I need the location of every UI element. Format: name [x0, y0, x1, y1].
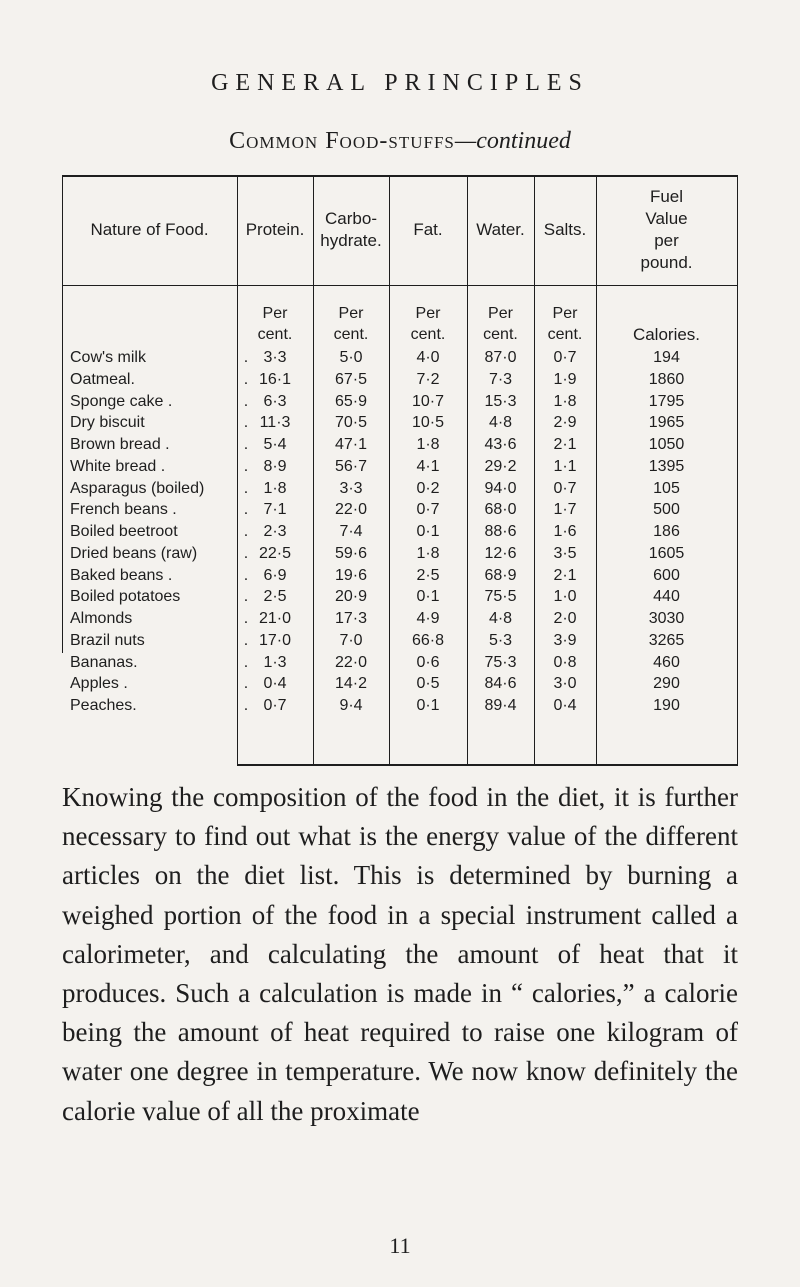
cell-carbo: 19·6 [334, 566, 368, 584]
col-header-water: Water. [476, 220, 525, 239]
col-header-fuel-value: Fuel Value per pound. [640, 187, 693, 272]
cell-fuel: 190 [653, 697, 680, 714]
cell-fuel: 194 [653, 349, 680, 366]
page-number: 11 [389, 1233, 411, 1258]
col-header-nature: Nature of Food. [90, 220, 209, 239]
table-row [62, 630, 738, 651]
leader-dot: . [243, 501, 249, 519]
leader-dot: . [243, 697, 249, 714]
cell-carbo: 17·3 [334, 610, 368, 627]
cell-protein: 3·3 [263, 349, 287, 366]
food-name: Dried beans (raw) [70, 544, 198, 562]
cell-fat: 0·1 [416, 588, 440, 606]
leader-dot: . [243, 457, 249, 475]
cell-fat: 0·5 [416, 675, 440, 693]
leader-dot: . [243, 631, 249, 649]
cell-carbo: 20·9 [334, 588, 368, 606]
cell-carbo: 5·0 [339, 349, 363, 366]
cell-carbo: 14·2 [334, 675, 368, 693]
leader-dot: . [243, 436, 249, 453]
cell-water: 43·6 [484, 436, 517, 453]
food-name: Brazil nuts [70, 631, 145, 649]
leader-dot: . [243, 414, 249, 432]
cell-protein: 17·0 [258, 631, 292, 649]
cell-water: 4·8 [488, 610, 513, 627]
col-header-salts: Salts. [543, 220, 587, 239]
cell-fat: 0·7 [416, 501, 440, 519]
cell-fuel: 1860 [648, 370, 685, 388]
cell-carbo: 9·4 [339, 697, 363, 714]
leader-dot: . [243, 566, 249, 584]
table-row [62, 391, 738, 412]
cell-salts: 1·8 [553, 392, 577, 410]
table-row [62, 434, 738, 455]
cell-fat: 2·5 [416, 566, 440, 584]
table-row [62, 521, 738, 542]
cell-salts: 3·9 [553, 631, 577, 649]
table-row [62, 412, 738, 433]
cell-fuel: 1795 [648, 392, 685, 410]
cell-carbo: 3·3 [339, 479, 363, 497]
unit-water: Per cent. [483, 305, 518, 343]
cell-protein: 2·3 [263, 523, 287, 540]
running-head: GENERAL PRINCIPLES [211, 70, 589, 96]
cell-water: 5·3 [488, 631, 513, 649]
cell-protein: 6·3 [263, 392, 287, 410]
cell-fuel: 186 [653, 523, 680, 540]
cell-fat: 0·6 [416, 653, 440, 671]
cell-salts: 0·7 [553, 349, 577, 366]
food-name: Boiled beetroot [70, 523, 178, 540]
table-row [62, 499, 738, 520]
body-paragraph: Knowing the composition of the food in the diet, it is further necessary to find out what is the energy value of the different articles on the diet list. This is determined by burning a weighed portion of the food in a special instrument called a calorimeter, and calculating the amount of heat that it produces. Such a calculation is made in “ calories,” a calorie being the amount of heat required to raise one kilogram of water one degree in temperature. We now know definitely the calorie value of all the proximate [62, 782, 738, 1126]
table-row [62, 652, 738, 673]
cell-fuel: 1605 [648, 544, 685, 562]
cell-carbo: 70·5 [334, 414, 368, 432]
cell-carbo: 7·0 [339, 631, 363, 649]
food-name: Peaches. [70, 697, 137, 714]
cell-water: 7·3 [488, 370, 513, 388]
food-name: Apples . [70, 675, 128, 693]
food-name: Cow's milk [70, 349, 146, 366]
cell-protein: 5·4 [263, 436, 287, 453]
cell-protein: 1·8 [263, 479, 287, 497]
cell-carbo: 7·4 [339, 523, 363, 540]
cell-fuel: 1965 [648, 414, 685, 432]
cell-fat: 1·8 [416, 544, 440, 562]
unit-salts: Per cent. [547, 305, 583, 343]
cell-salts: 1·1 [553, 457, 577, 475]
cell-protein: 6·9 [263, 566, 287, 584]
cell-fuel: 600 [653, 566, 680, 584]
cell-carbo: 22·0 [334, 653, 368, 671]
col-header-protein: Protein. [245, 220, 305, 239]
header-rule [62, 285, 738, 286]
cell-salts: 2·9 [553, 414, 577, 432]
cell-water: 29·2 [484, 457, 517, 475]
unit-fat: Per cent. [410, 305, 446, 343]
table-row [62, 456, 738, 477]
cell-fat: 1·8 [416, 436, 440, 453]
cell-fuel: 460 [653, 653, 680, 671]
cell-salts: 1·7 [553, 501, 577, 519]
cell-protein: 2·5 [263, 588, 287, 606]
cell-water: 84·6 [484, 675, 517, 693]
col-header-carbohydrate: Carbo- hydrate. [320, 209, 382, 250]
cell-salts: 0·7 [553, 479, 577, 497]
cell-fat: 7·2 [416, 370, 440, 388]
unit-calories: Calories. [632, 325, 701, 344]
cell-protein: 11·3 [259, 414, 291, 432]
cell-protein: 22·5 [258, 544, 292, 562]
table-row [62, 369, 738, 390]
cell-protein: 16·1 [258, 370, 292, 388]
table-row [62, 543, 738, 564]
cell-fat: 66·8 [411, 631, 445, 649]
leader-dot: . [243, 610, 249, 627]
cell-salts: 1·9 [553, 370, 577, 388]
food-name: Oatmeal. [70, 370, 135, 388]
cell-fat: 4·9 [416, 610, 440, 627]
leader-dot: . [243, 675, 249, 693]
cell-fat: 10·7 [411, 392, 445, 410]
cell-salts: 0·8 [553, 653, 577, 671]
table-row [62, 608, 738, 629]
cell-fat: 0·1 [416, 697, 440, 714]
cell-water: 94·0 [484, 479, 517, 497]
unit-carbohydrate: Per cent. [333, 305, 369, 343]
cell-salts: 3·0 [553, 675, 577, 693]
cell-protein: 1·3 [263, 653, 287, 671]
table-row [62, 695, 738, 716]
cell-protein: 0·7 [263, 697, 287, 714]
cell-protein: 8·9 [263, 457, 287, 475]
col-header-fat: Fat. [413, 220, 443, 239]
leader-dot: . [243, 479, 249, 497]
cell-protein: 21·0 [258, 610, 292, 627]
cell-water: 4·8 [488, 414, 513, 432]
leader-dot: . [243, 544, 249, 562]
cell-protein: 0·4 [263, 675, 287, 693]
food-name: Asparagus (boiled) [70, 479, 205, 497]
cell-carbo: 22·0 [334, 501, 368, 519]
table-title-main: Common Food-stuffs [229, 128, 455, 154]
table-row [62, 565, 738, 586]
cell-carbo: 56·7 [334, 457, 368, 475]
cell-salts: 2·1 [553, 566, 577, 584]
cell-fuel: 3030 [648, 610, 685, 627]
cell-water: 87·0 [484, 349, 517, 366]
leader-dot: . [243, 523, 249, 540]
table-row [62, 673, 738, 694]
leader-dot: . [243, 349, 249, 366]
cell-water: 75·5 [484, 588, 517, 606]
cell-water: 75·3 [484, 653, 517, 671]
cell-water: 68·9 [484, 566, 517, 584]
table-row [62, 586, 738, 607]
food-name: White bread . [70, 457, 166, 475]
cell-fat: 10·5 [411, 414, 445, 432]
food-name: Bananas. [70, 653, 138, 671]
cell-water: 15·3 [484, 392, 517, 410]
food-name: French beans . [70, 501, 177, 519]
cell-fat: 4·1 [416, 457, 440, 475]
cell-salts: 2·0 [553, 610, 577, 627]
table-row [62, 478, 738, 499]
cell-fuel: 500 [653, 501, 680, 519]
cell-carbo: 67·5 [334, 370, 368, 388]
cell-fuel: 3265 [648, 631, 685, 649]
cell-water: 89·4 [484, 697, 517, 714]
cell-salts: 0·4 [553, 697, 577, 714]
cell-fuel: 1395 [648, 457, 685, 475]
cell-salts: 2·1 [553, 436, 577, 453]
cell-carbo: 59·6 [334, 544, 368, 562]
food-name: Boiled potatoes [70, 588, 181, 606]
leader-dot: . [243, 370, 249, 388]
food-name: Almonds [70, 610, 133, 627]
food-name: Baked beans . [70, 566, 173, 584]
food-name: Sponge cake . [70, 392, 173, 410]
cell-carbo: 65·9 [334, 392, 368, 410]
cell-water: 68·0 [484, 501, 517, 519]
cell-fuel: 1050 [648, 436, 685, 453]
cell-fat: 0·1 [416, 523, 440, 540]
cell-fuel: 290 [653, 675, 680, 693]
table-title [0, 128, 800, 155]
cell-salts: 3·5 [553, 544, 577, 562]
table-title-continued: —continued [454, 128, 571, 154]
cell-salts: 1·6 [553, 523, 577, 540]
cell-fuel: 105 [653, 479, 680, 497]
cell-water: 88·6 [484, 523, 517, 540]
cell-salts: 1·0 [553, 588, 577, 606]
leader-dot: . [243, 653, 249, 671]
unit-protein: Per cent. [257, 305, 293, 343]
food-name: Dry biscuit [70, 414, 145, 432]
table-row [62, 347, 738, 368]
cell-water: 12·6 [484, 544, 517, 562]
cell-protein: 7·1 [263, 501, 287, 519]
cell-fat: 4·0 [416, 349, 440, 366]
cell-fuel: 440 [653, 588, 680, 606]
leader-dot: . [243, 588, 249, 606]
cell-carbo: 47·1 [334, 436, 368, 453]
cell-fat: 0·2 [416, 479, 440, 497]
leader-dot: . [243, 392, 249, 410]
food-name: Brown bread . [70, 436, 170, 453]
food-composition-table [62, 175, 738, 765]
